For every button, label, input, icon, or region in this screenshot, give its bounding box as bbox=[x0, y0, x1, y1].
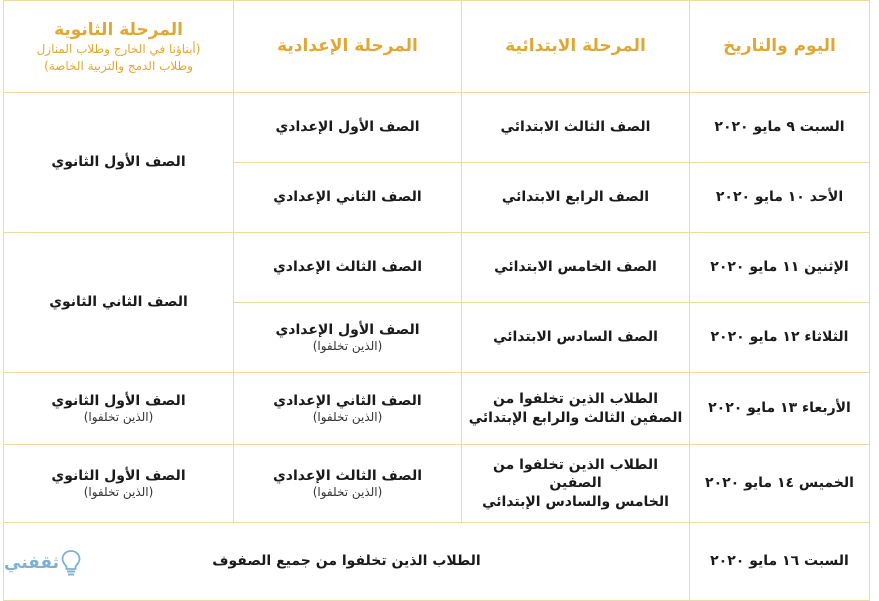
row-preparatory: الصف الثالث الإعدادي bbox=[234, 233, 462, 303]
row-preparatory-note: (الذين تخلفوا) bbox=[312, 484, 383, 499]
row-secondary bbox=[4, 373, 234, 445]
header-row bbox=[4, 1, 870, 93]
row-primary bbox=[462, 445, 690, 523]
row-primary: الصف الرابع الابتدائي bbox=[462, 163, 690, 233]
header-primary: المرحلة الابتدائية bbox=[462, 1, 690, 93]
row-primary: الصف الخامس الابتدائي bbox=[462, 233, 690, 303]
row-primary-line-2: الخامس والسادس الإبتدائي bbox=[482, 493, 669, 510]
row-date: الخميس ١٤ مايو ٢٠٢٠ bbox=[690, 445, 870, 523]
row-preparatory bbox=[234, 373, 462, 445]
watermark-text: ثقفني bbox=[4, 553, 59, 573]
row-primary-line-1: الطلاب الذين تخلفوا من bbox=[493, 391, 658, 408]
header-secondary-title: المرحلة الثانوية bbox=[54, 20, 183, 41]
row-date: الثلاثاء ١٢ مايو ٢٠٢٠ bbox=[690, 303, 870, 373]
row-preparatory: الصف الأول الإعدادي bbox=[234, 93, 462, 163]
row-date: الأربعاء ١٣ مايو ٢٠٢٠ bbox=[690, 373, 870, 445]
row-date: السبت ١٦ مايو ٢٠٢٠ bbox=[690, 523, 870, 601]
row-primary bbox=[462, 373, 690, 445]
table-row bbox=[4, 233, 870, 303]
row-preparatory-label: الصف الثالث الإعدادي bbox=[272, 467, 423, 484]
row-secondary-label: الصف الأول الثانوي bbox=[51, 467, 186, 484]
table-row bbox=[4, 373, 870, 445]
header-secondary bbox=[4, 1, 234, 93]
row-primary-line-1: الطلاب الذين تخلفوا من الصفين bbox=[493, 457, 658, 492]
table-row bbox=[4, 93, 870, 163]
row-primary-line-2: الصفين الثالث والرابع الإبتدائي bbox=[468, 409, 683, 426]
row-primary: الصف السادس الابتدائي bbox=[462, 303, 690, 373]
header-secondary-note-2: وطلاب الدمج والتربية الخاصة) bbox=[44, 58, 193, 73]
row-preparatory-label: الصف الأول الإعدادي bbox=[275, 321, 420, 338]
header-day-date: اليوم والتاريخ bbox=[690, 1, 870, 93]
row-secondary-label: الصف الأول الثانوي bbox=[51, 392, 186, 409]
table-row bbox=[4, 445, 870, 523]
header-secondary-note-1: (أبناؤنا في الخارج وطلاب المنازل bbox=[36, 42, 201, 57]
row-merged-all-grades: الطلاب الذين تخلفوا من جميع الصفوف bbox=[4, 523, 690, 601]
row-preparatory-note: (الذين تخلفوا) bbox=[312, 409, 383, 424]
row-secondary-note: (الذين تخلفوا) bbox=[83, 484, 154, 499]
row-date: الإثنين ١١ مايو ٢٠٢٠ bbox=[690, 233, 870, 303]
row-preparatory bbox=[234, 303, 462, 373]
row-preparatory: الصف الثاني الإعدادي bbox=[234, 163, 462, 233]
row-secondary bbox=[4, 445, 234, 523]
secondary-group-first: الصف الأول الثانوي bbox=[4, 93, 234, 233]
exam-schedule-table bbox=[3, 0, 870, 601]
table-row bbox=[4, 523, 870, 601]
row-date: الأحد ١٠ مايو ٢٠٢٠ bbox=[690, 163, 870, 233]
row-preparatory bbox=[234, 445, 462, 523]
row-preparatory-label: الصف الثاني الإعدادي bbox=[273, 392, 422, 409]
row-date: السبت ٩ مايو ٢٠٢٠ bbox=[690, 93, 870, 163]
row-secondary-note: (الذين تخلفوا) bbox=[83, 409, 154, 424]
row-preparatory-note: (الذين تخلفوا) bbox=[312, 338, 383, 353]
header-preparatory: المرحلة الإعدادية bbox=[234, 1, 462, 93]
lightbulb-icon bbox=[61, 550, 81, 576]
site-watermark bbox=[4, 550, 81, 576]
row-primary: الصف الثالث الابتدائي bbox=[462, 93, 690, 163]
secondary-group-second: الصف الثاني الثانوي bbox=[4, 233, 234, 373]
